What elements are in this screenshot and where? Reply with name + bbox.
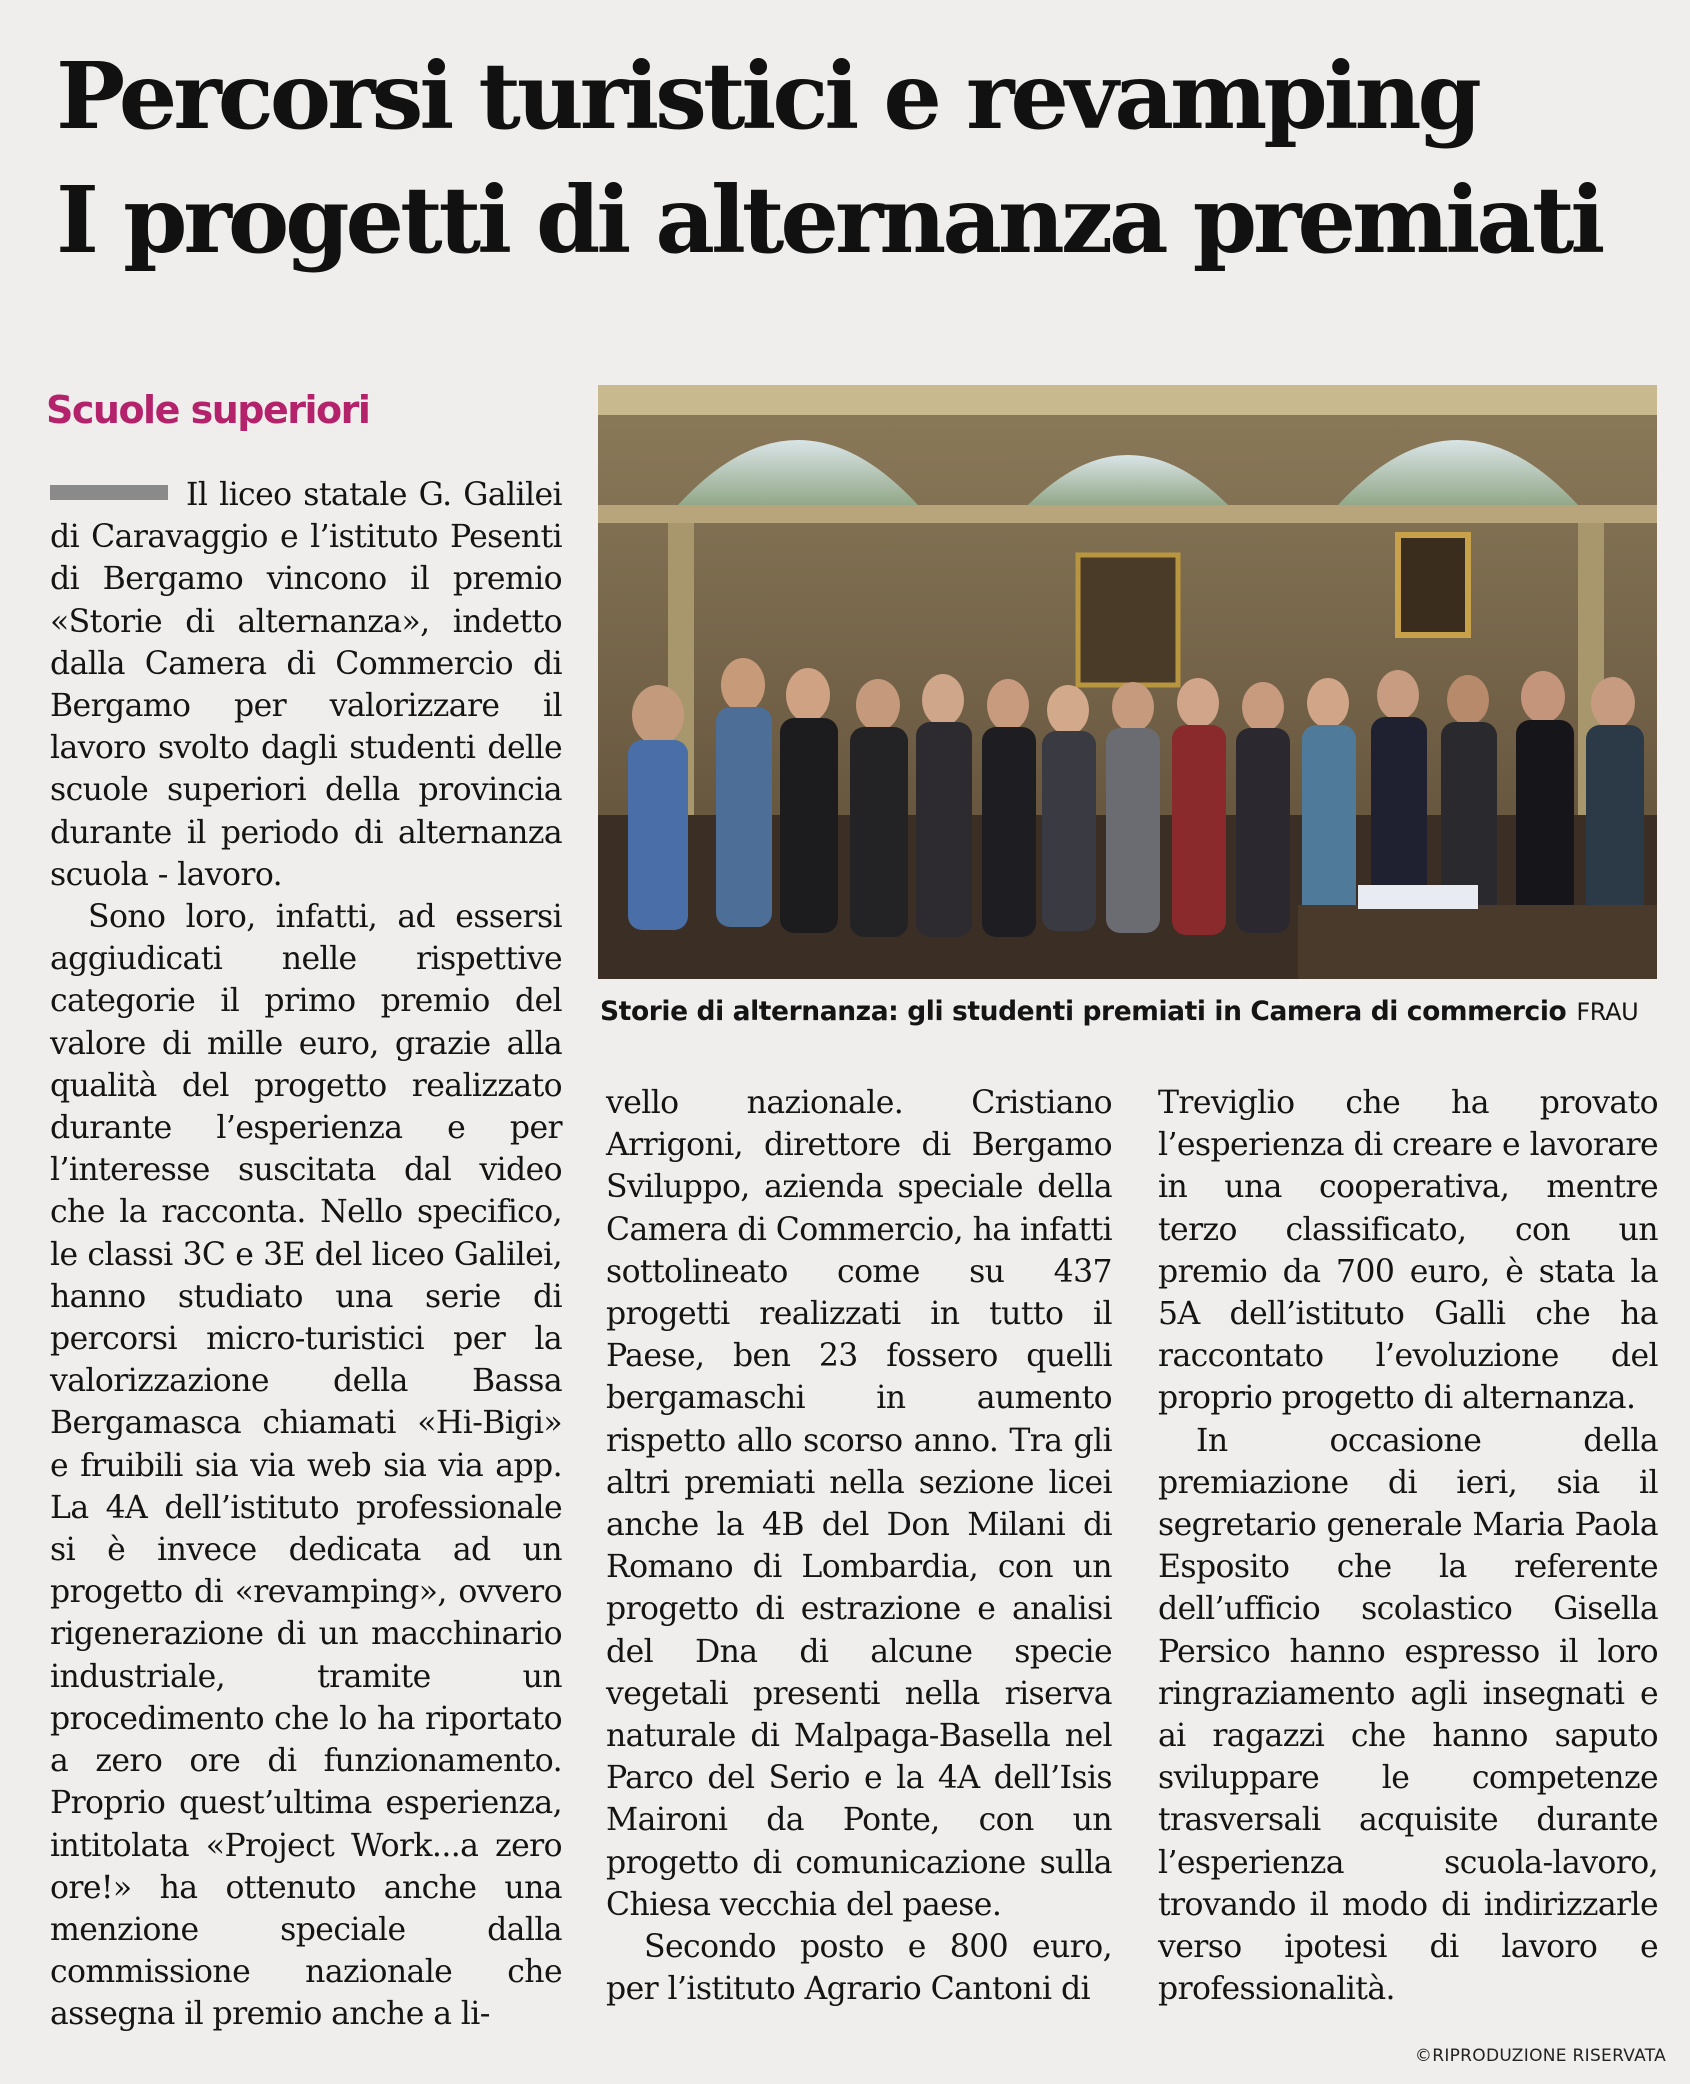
article-column-1: [50, 474, 562, 2036]
award-photo: [598, 385, 1657, 979]
paragraph-3: Secondo posto e 800 euro, per l’istituto Agrario Cantoni di: [606, 1929, 1112, 2008]
copyright-notice: ©RIPRODUZIONE RISERVATA: [1414, 2046, 1666, 2066]
photo-credit: FRAU: [1576, 998, 1639, 1026]
paragraph-2: Sono loro, infatti, ad essersi aggiudicati nelle rispettive categorie il primo premio del valore di mille euro, grazie alla qualità del progetto realizzato durante l’esperienza e per l’interesse suscitata dal video che la racconta. Nello specifico, le classi 3C e 3E del liceo Galilei, hanno studiato una serie di percorsi micro-turistici per la valorizzazione della Bassa Bergamasca chiamati «Hi-Bigi» e fruibili sia via web sia via app. La 4A dell’istituto professionale si è invece dedicata ad un progetto di «revamping», ovvero rigenerazione di un macchinario industriale, tramite un procedimento che lo ha riportato a zero ore di funzionamento. Proprio quest’ultima esperienza, intitolata «Project Work...a zero ore!» ha ottenuto anche una menzione speciale dalla commissione nazionale che assegna il premio anche a li-: [50, 899, 562, 2033]
photo-caption: [600, 996, 1660, 1027]
article-column-3: [1158, 1082, 1658, 2010]
section-kicker: Scuole superiori: [46, 388, 370, 432]
lead-text: Il liceo statale G. Galilei di Caravaggio e l’istituto Pesenti di Bergamo vincono il premio «Storie di alternanza», indetto dalla Camera di Commercio di Bergamo per valorizzare il lavoro svolto dagli studenti delle scuole superiori della provincia durante il periodo di alternanza scuola - lavoro.: [50, 477, 562, 893]
lead-marker: [50, 485, 168, 500]
group-photo-illustration: [598, 385, 1657, 979]
headline-line-2: I progetti di alternanza premiati: [56, 166, 1602, 274]
article-column-2: [606, 1082, 1112, 2010]
lead-paragraph: [50, 474, 562, 896]
headline-line-1: Percorsi turistici e revamping: [56, 42, 1478, 150]
headline: [56, 34, 1656, 282]
caption-text: Storie di alternanza: gli studenti premiati in Camera di commercio: [600, 996, 1567, 1027]
paragraph-4: In occasione della premiazione di ieri, sia il segretario generale Maria Paola Esposito che la referente dell’ufficio scolastico Gisella Persico hanno espresso il loro ringraziamento agli insegnati e ai ragazzi che hanno saputo sviluppare le competenze trasversali acquisite durante l’esperienza scuola-lavoro, trovando il modo di indirizzarle verso ipotesi di lavoro e professionalità.: [1158, 1422, 1658, 2008]
paragraph-3-continued: Treviglio che ha provato l’esperienza di creare e lavorare in una cooperativa, mentre terzo classificato, con un premio da 700 euro, è stata la 5A dell’istituto Galli che ha raccontato l’evoluzione del proprio progetto di alternanza.: [1158, 1085, 1658, 1417]
paragraph-2-continued: vello nazionale. Cristiano Arrigoni, direttore di Bergamo Sviluppo, azienda speciale della Camera di Commercio, ha infatti sottolineato come su 437 progetti realizzati in tutto il Paese, ben 23 fossero quelli bergamaschi in aumento rispetto allo scorso anno. Tra gli altri premiati nella sezione licei anche la 4B del Don Milani di Romano di Lombardia, con un progetto di estrazione e analisi del Dna di alcune specie vegetali presenti nella riserva naturale di Malpaga-Basella nel Parco del Serio e la 4A dell’Isis Maironi da Ponte, con un progetto di comunicazione sulla Chiesa vecchia del paese.: [606, 1085, 1112, 1923]
